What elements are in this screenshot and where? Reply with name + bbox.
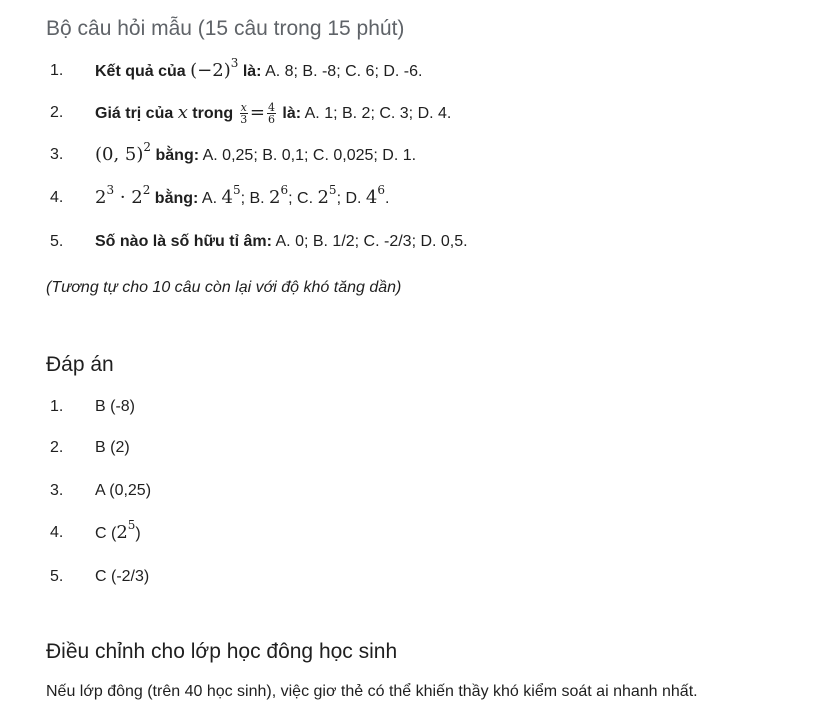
fraction-4-over-6: $\frac{4}{6}$ [267, 101, 275, 127]
math-base: (−2) [190, 60, 231, 81]
question-item [0, 184, 825, 212]
option-label: ; C. [288, 190, 318, 207]
answer-number: 5. [50, 568, 64, 585]
answer-text: B (2) [95, 439, 130, 456]
math-variable: x [177, 102, 188, 123]
option-a-math: $4^5$ [221, 183, 241, 208]
sentence-end: . [385, 190, 390, 207]
adjust-paragraph: Nếu lớp đông (trên 40 học sinh), việc giơ thẻ có thể khiến thầy khó kiểm soát ai nhanh nhất. [46, 683, 698, 700]
question-options: A. 8; B. -8; C. 6; D. -6. [261, 63, 423, 80]
question-number: 3. [50, 146, 64, 163]
answer-text: C $(2^5)$ [95, 518, 141, 543]
option-label: ; B. [240, 190, 270, 207]
math-expression: (0, 5)$^2$ [95, 140, 152, 165]
answer-number: 2. [50, 439, 64, 456]
question-bold-tail: bằng: [151, 147, 200, 164]
quiz-note: (Tương tự cho 10 câu còn lại với độ khó tăng dần) [46, 279, 402, 296]
question-options: A. 0,25; B. 0,1; C. 0,025; D. 1. [199, 147, 417, 164]
question-options: A. 1; B. 2; C. 3; D. 4. [301, 105, 452, 122]
question-bold-tail: bằng: [150, 190, 199, 207]
adjust-heading: Điều chỉnh cho lớp học đông học sinh [46, 640, 398, 663]
question-lead: Số nào là số hữu tỉ âm: [95, 233, 272, 250]
question-number: 4. [50, 189, 64, 206]
equals-sign: = [249, 102, 265, 123]
answers-heading: Đáp án [46, 353, 114, 376]
answer-number: 3. [50, 482, 64, 499]
question-text [95, 57, 422, 86]
option-b-math: $2^6$ [269, 183, 289, 208]
answer-item [0, 477, 825, 505]
question-bold-tail: là: [238, 63, 262, 80]
question-text [95, 141, 416, 170]
math-expression: $2^3 \cdot 2^2$ [95, 183, 151, 208]
answer-number: 4. [50, 524, 64, 541]
answer-text: A (0,25) [95, 482, 152, 499]
fraction-x-over-3: $\frac{x}{3}$ [240, 101, 248, 127]
answer-item [0, 519, 825, 547]
option-d-math: $4^6$ [365, 183, 385, 208]
question-number: 1. [50, 62, 64, 79]
option-label: A. [198, 190, 222, 207]
quiz-heading: Bộ câu hỏi mẫu (15 câu trong 15 phút) [46, 17, 405, 40]
answer-item [0, 563, 825, 591]
question-lead: Kết quả của [95, 63, 186, 80]
question-item [0, 228, 825, 256]
question-lead: Giá trị của [95, 105, 174, 122]
question-text [95, 228, 468, 256]
question-bold-tail: là: [277, 105, 302, 122]
question-mid: trong [187, 105, 238, 122]
question-number: 2. [50, 104, 64, 121]
question-item [0, 57, 825, 85]
question-text [95, 99, 451, 128]
math-expression [190, 56, 239, 81]
question-number: 5. [50, 233, 64, 250]
question-item [0, 141, 825, 169]
answer-text: B (-8) [95, 398, 135, 415]
answer-number: 1. [50, 398, 64, 415]
option-label: ; D. [336, 190, 366, 207]
math-exponent: 3 [230, 56, 239, 70]
question-item [0, 99, 825, 127]
answer-math: $2^5$ [116, 518, 136, 543]
answer-item [0, 393, 825, 421]
option-c-math: $2^5$ [317, 183, 337, 208]
question-text [95, 184, 389, 213]
answer-item [0, 434, 825, 462]
answer-text: C (-2/3) [95, 568, 150, 585]
question-options: A. 0; B. 1/2; C. -2/3; D. 0,5. [271, 233, 468, 250]
